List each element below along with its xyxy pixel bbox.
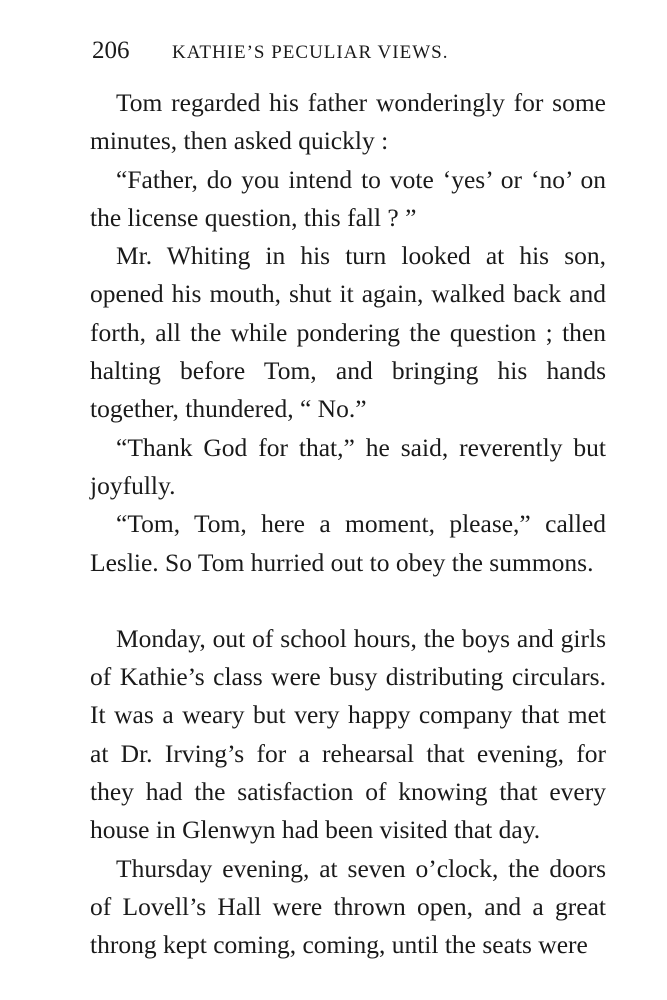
page-header <box>92 36 608 66</box>
body-text <box>90 84 606 965</box>
page-number: 206 <box>92 37 130 64</box>
section-break <box>90 582 606 620</box>
paragraph: “Father, do you intend to vote ‘yes’ or ‘no’ on the license question, this fall ? ” <box>90 164 606 232</box>
paragraph: “Thank God for that,” he said, reverently but joyfully. <box>90 432 606 500</box>
paragraph: Thursday evening, at seven o’clock, the doors of Lovell’s Hall were thrown open, and a great throng kept coming, coming, until the seats were <box>90 853 606 960</box>
paragraph: “Tom, Tom, here a moment, please,” called Leslie. So Tom hurried out to obey the summons. <box>90 509 606 577</box>
paragraph: Monday, out of school hours, the boys and girls of Kathie’s class were busy distributing circulars. It was a weary but very happy company that met at Dr. Irving’s for a rehearsal that evening, for they had the satisfaction of knowing that every house in Glenwyn had been visited that day. <box>90 623 606 845</box>
running-title: KATHIE’S PECULIAR VIEWS. <box>172 42 449 63</box>
paragraph: Tom regarded his father wonderingly for some minutes, then asked quickly : <box>90 88 606 156</box>
paragraph: Mr. Whiting in his turn looked at his son, opened his mouth, shut it again, walked back and forth, all the while pondering the question ; then halting before Tom, and bringing his hands together, thundered, “ No.” <box>90 241 606 424</box>
